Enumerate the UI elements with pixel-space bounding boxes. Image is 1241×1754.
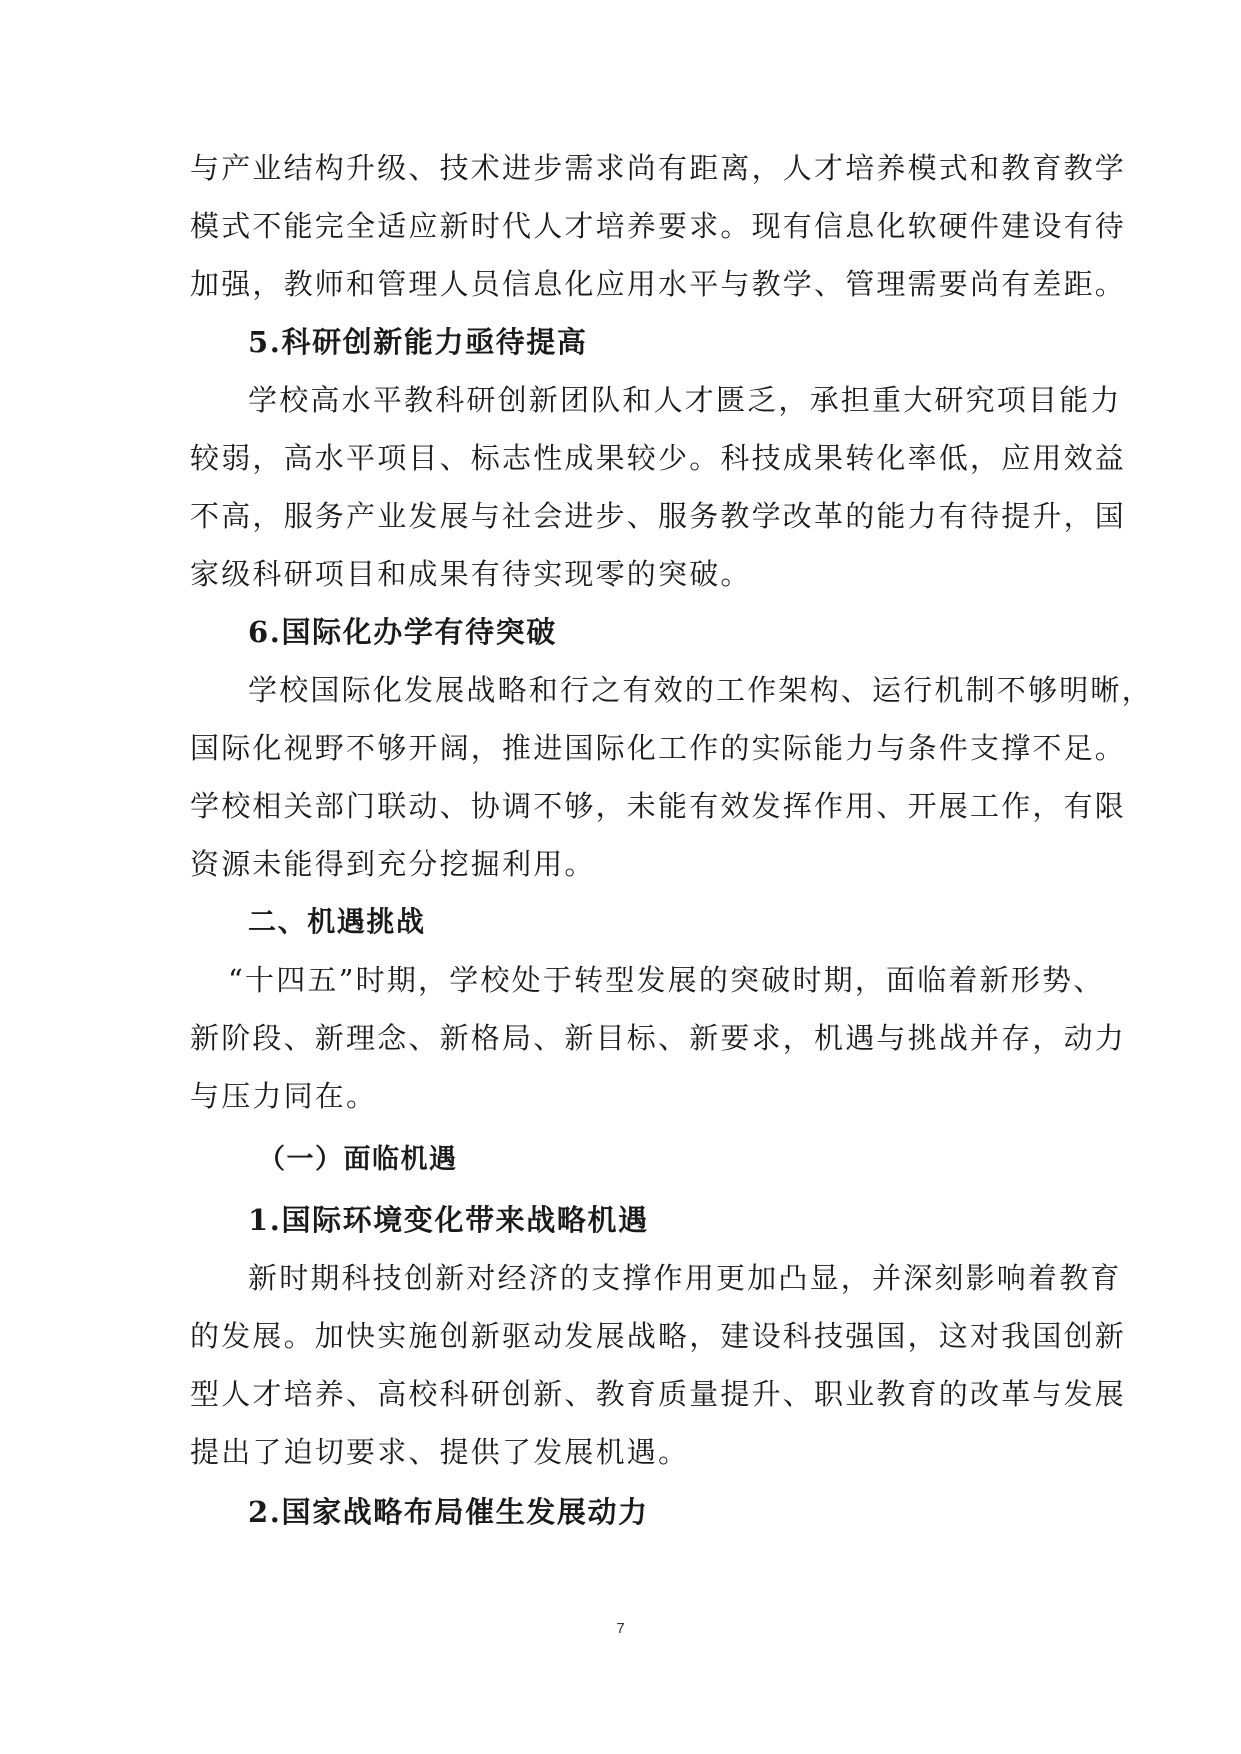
paragraph-line: 资源未能得到充分挖掘利用。 (190, 847, 596, 881)
section-heading-5: 5.科研创新能力亟待提高 (248, 325, 588, 359)
paragraph-line: 的发展。加快实施创新驱动发展战略，建设科技强国，这对我国创新 (190, 1319, 1127, 1353)
paragraph-line: 与压力同在。 (190, 1079, 378, 1113)
paragraph-line: 家级科研项目和成果有待实现零的突破。 (190, 557, 752, 591)
paragraph-line: 与产业结构升级、技术进步需求尚有距离，人才培养模式和教育教学 (190, 151, 1127, 185)
paragraph-line: 学校国际化发展战略和行之有效的工作架构、运行机制不够明晰， (248, 673, 1153, 707)
paragraph-line: 较弱，高水平项目、标志性成果较少。科技成果转化率低，应用效益 (190, 441, 1127, 475)
paragraph-line: 新时期科技创新对经济的支撑作用更加凸显，并深刻影响着教育 (248, 1261, 1122, 1295)
chapter-heading-2: 二、机遇挑战 (248, 905, 426, 938)
paragraph-line: 型人才培养、高校科研创新、教育质量提升、职业教育的改革与发展 (190, 1377, 1127, 1411)
subsection-heading-1: （一）面临机遇 (258, 1144, 458, 1175)
paragraph-line: 模式不能完全适应新时代人才培养要求。现有信息化软硬件建设有待 (190, 209, 1127, 243)
section-heading-2: 2.国家战略布局催生发展动力 (248, 1495, 649, 1529)
paragraph-line: 国际化视野不够开阔，推进国际化工作的实际能力与条件支撑不足。 (190, 731, 1127, 765)
paragraph-line: 不高，服务产业发展与社会进步、服务教学改革的能力有待提升，国 (190, 499, 1127, 533)
paragraph-line: 学校相关部门联动、协调不够，未能有效发挥作用、开展工作，有限 (190, 789, 1127, 823)
section-heading-6: 6.国际化办学有待突破 (248, 615, 557, 649)
paragraph-line: 学校高水平教科研创新团队和人才匮乏，承担重大研究项目能力 (248, 383, 1122, 417)
page-number: 7 (616, 1620, 625, 1637)
paragraph-line: 加强，教师和管理人员信息化应用水平与教学、管理需要尚有差距。 (190, 267, 1127, 301)
paragraph-line: “十四五”时期，学校处于转型发展的突破时期，面临着新形势、 (228, 963, 1105, 997)
paragraph-line: 提出了迫切要求、提供了发展机遇。 (190, 1435, 690, 1469)
section-heading-1: 1.国际环境变化带来战略机遇 (248, 1203, 649, 1237)
paragraph-line: 新阶段、新理念、新格局、新目标、新要求，机遇与挑战并存，动力 (190, 1021, 1127, 1055)
